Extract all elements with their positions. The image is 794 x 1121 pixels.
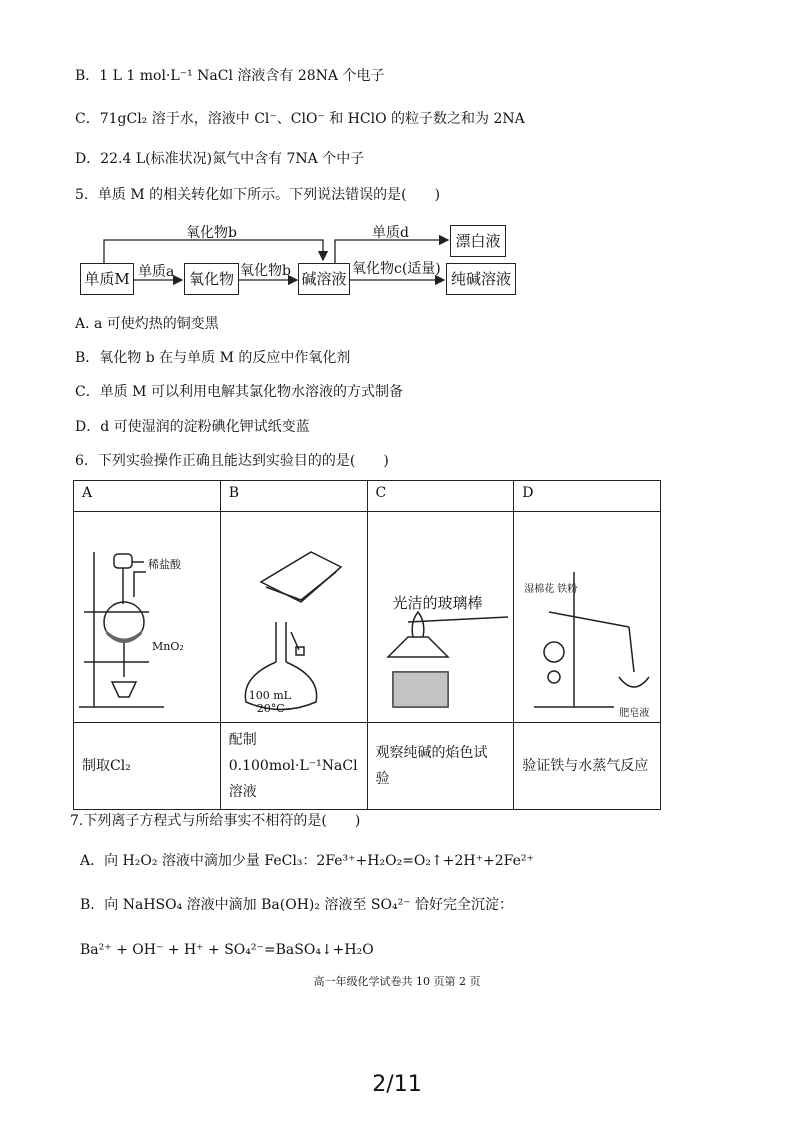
box-oxide: 氧化物: [184, 263, 239, 295]
chlorine-generator-drawing: [74, 512, 221, 722]
header-d: D: [514, 481, 661, 512]
apparatus-c-cell: [367, 512, 514, 723]
desc-b: [220, 723, 367, 810]
header-c: C: [367, 481, 514, 512]
label-oxide-b-top: 氧化物b: [186, 225, 237, 241]
label-oxide-b: 氧化物b: [240, 263, 291, 279]
desc-c: [367, 723, 514, 810]
flame-test-drawing: [368, 512, 515, 722]
q7-option-b: B．向 NaHSO₄ 溶液中滴加 Ba(OH)₂ 溶液至 SO₄²⁻ 恰好完全沉淀：: [80, 897, 514, 913]
q5-option-a: A. a 可使灼热的铜变黑: [75, 316, 219, 332]
volumetric-flask-drawing: [221, 512, 368, 722]
desc-d: [514, 723, 661, 810]
label-20c: 20°C: [256, 702, 285, 715]
page-number: 2/11: [372, 1072, 422, 1097]
desc-c-line1: 观察纯碱的焰色试: [375, 745, 488, 761]
q6-stem: 6．下列实验操作正确且能达到实验目的的是( ): [75, 453, 389, 469]
q5-stem: 5．单质 M 的相关转化如下所示。下列说法错误的是( ): [75, 187, 441, 203]
header-b: B: [220, 481, 367, 512]
label-clean-glass-rod: 光洁的玻璃棒: [392, 594, 483, 612]
q7-stem: 7.下列离子方程式与所给事实不相符的是( ): [70, 813, 361, 829]
iron-steam-drawing: [514, 512, 661, 722]
experiment-table: [73, 480, 661, 810]
label-element-d: 单质d: [372, 225, 409, 241]
q4-option-b: B．1 L 1 mol·L⁻¹ NaCl 溶液含有 28NA 个电子: [75, 68, 385, 84]
box-bleach: 漂白液: [450, 225, 506, 257]
q5-option-c: C．单质 M 可以利用电解其氯化物水溶液的方式制备: [75, 384, 403, 400]
q5-option-d: D．d 可使湿润的淀粉碘化钾试纸变蓝: [75, 419, 310, 435]
box-base-solution: 碱溶液: [298, 263, 350, 295]
flow-arrows: [0, 0, 794, 300]
label-element-a: 单质a: [138, 264, 175, 280]
box-element-m: 单质M: [80, 263, 134, 295]
q5-option-b: B．氧化物 b 在与单质 M 的反应中作氧化剂: [75, 350, 351, 366]
label-soap-solution: 肥皂液: [619, 708, 650, 719]
page-footer: 高一年级化学试卷共 10 页第 2 页: [313, 975, 481, 988]
desc-b-line2: 溶液: [228, 784, 257, 800]
label-wet-cotton-iron: 湿棉花 铁粉: [524, 584, 578, 595]
label-mno2: MnO₂: [152, 640, 184, 653]
label-oxide-c: 氧化物c(适量): [352, 261, 441, 277]
desc-a-text: 制取Cl₂: [82, 758, 131, 774]
desc-b-line1: 配制 0.100mol·L⁻¹NaCl: [228, 732, 358, 774]
label-100ml: 100 mL: [248, 689, 291, 702]
box-soda-solution: 纯碱溶液: [446, 263, 516, 295]
q7-option-a: A．向 H₂O₂ 溶液中滴加少量 FeCl₃：2Fe³⁺+H₂O₂=O₂↑+2H⁺+2Fe²⁺: [80, 853, 534, 869]
header-a: A: [74, 481, 221, 512]
q7-option-b-equation: Ba²⁺ + OH⁻ + H⁺ + SO₄²⁻=BaSO₄↓+H₂O: [80, 942, 374, 958]
q4-option-d: D．22.4 L(标准状况)氮气中含有 7NA 个中子: [75, 151, 365, 167]
label-dilute-hcl: 稀盐酸: [148, 558, 181, 571]
desc-c-line2: 验: [375, 771, 390, 787]
apparatus-a-cell: [74, 512, 221, 723]
q4-option-c: C．71gCl₂ 溶于水，溶液中 Cl⁻、ClO⁻ 和 HClO 的粒子数之和为 2NA: [75, 111, 525, 127]
desc-d-text: 验证铁与水蒸气反应: [522, 758, 649, 774]
apparatus-d-cell: [514, 512, 661, 723]
apparatus-b-cell: [220, 512, 367, 723]
desc-a: [74, 723, 221, 810]
